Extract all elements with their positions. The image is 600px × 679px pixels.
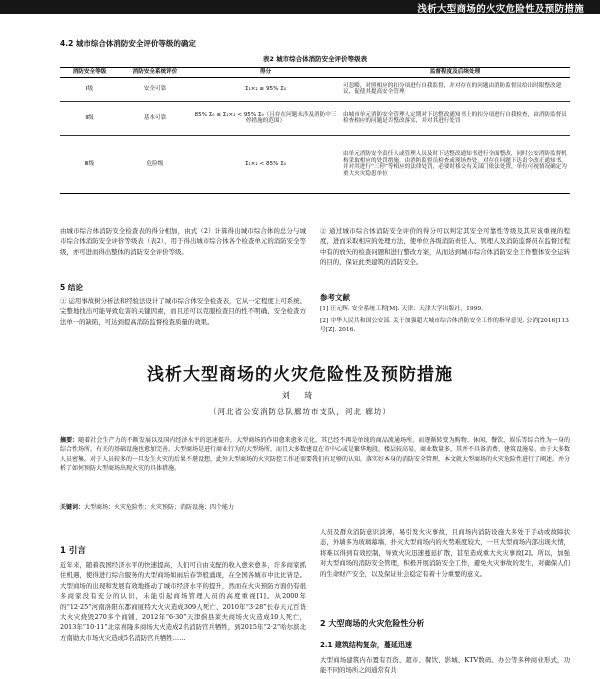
article-affiliation: （河北省公安消防总队廊坊市支队，河北 廊坊） <box>209 407 391 416</box>
table-col-level: 消防安全等级 <box>60 68 119 78</box>
paragraph-table-explanation: 由城市综合体消防安全检查表的得分相加，由式（2）计算得出城市综合体的总分与城市综合体消防安全评价等级表（表2），用于得出城市综合体各个检查单元的消防安全等级，亦可进而得出整体的消防安全评价等级。 <box>60 227 306 256</box>
table-col-supervision: 监督程度及后续处理 <box>340 68 570 78</box>
conclusion-point-2: ② 通过城市综合体消防安全评价的得分可以判定其安全可靠性等级及其应该重视的程度，进而采取相应的处理方法，使单位各级消防责任人、管理人及消防监督员在监督过程中有的放矢的检查问题和进行整改方案，从而达到城市综合体消防安全工作整体安全运转的目的，保证此类建筑的消防安全。 <box>320 227 570 267</box>
table-header-row <box>60 68 570 78</box>
abstract-text: 随着社会生产力的不断发展以及国内经济水平的迅速提升，大型商场的作用愈来愈多元化，其已经不再是单纯的商品流通场所，而逐渐转变为购物、休闲、餐饮、娱乐等综合性为一身的综合性场所，有关的基础设施也愈加完善。大型商场是进行商业行为的大型场所，而且大多数建设在市中心或是繁华地段，楼层较高易，商业数量多，其并不具备消费、建筑设施易、由于大多数人员密集，对于人员较多的一旦发生火灾的后果不堪设想，此外大型商场的火灾防控工作还需要我们有足够的认知，落实好本身的消防安全管理，本文就大型商场的火灾危险性进行了阐述，并分析了如何预防大型商场出现火灾的具体措施。 <box>60 437 571 473</box>
table-col-evaluation: 消防安全系统评价 <box>119 68 191 78</box>
conclusion-heading: 5 结论 <box>60 283 83 292</box>
cell-evaluation: 危险级 <box>119 135 191 193</box>
table-row <box>60 77 570 101</box>
article-title: 浅析大型商场的火灾危险性及预防措施 <box>147 365 453 385</box>
right-column-paragraph: 人员及群众消防意识淡薄，易引发火灾事故，且商场内消防设施大多处于手动或故障状态，外墙多为玻璃幕墙，扑灭大型商场内的火势难度较大，一旦大型商场内部出现火情，将难以得到有效控制，导致火灾迅速蔓延扩散，甚至造成重大火灾事故[2]。所以，加强对大型商场的消防安全管理，积极开展消防安全工作，避免火灾事故的发生，对确保人们的生命财产安全，以及保证社会稳定有着十分重要的意义。 <box>320 528 570 578</box>
running-header-title: 浅析大型商场的火灾危险性及预防措施 <box>417 4 584 15</box>
keywords-text: 大型商场；火灾危险性；火灾预防；消防设施；四个能力 <box>84 504 235 511</box>
cell-level: Ⅱ级 <box>60 101 119 135</box>
table-row <box>60 135 570 193</box>
section-2-heading: 2 大型商场的火灾危险性分析 <box>320 619 425 628</box>
safety-level-table <box>60 67 570 194</box>
cell-evaluation: 基本可靠 <box>119 101 191 135</box>
cell-level: Ⅰ级 <box>60 77 119 101</box>
cell-supervision: 可忽略，对照相应的扣分项进行自我监督，并对存在的问题由消防监督员给出时限整改建议，促使其提高安全管理 <box>340 77 570 101</box>
cell-score: 85% Σ₀ ≤ Σ₁×₂ < 95% Σ₀（且存在问题未涉及消防中三停措施的范围） <box>191 101 340 135</box>
intro-heading: 1 引言 <box>60 546 86 556</box>
keywords-label: 关键词： <box>60 504 85 511</box>
section-2-1-heading: 2.1 建筑结构复杂，蔓延迅速 <box>320 641 412 649</box>
abstract <box>60 436 570 474</box>
reference-item: [1] 汪元辉. 安全系统工程[M]. 天津：天津大学出版社，1999. <box>320 306 484 312</box>
intro-paragraph: 近年来，随着我国经济水平的快速提高，人们可自由支配的收入愈来愈多，许多商家抓住机遇，使得进行综合服务的大型商场如雨后春笋般涌现，在全国各城市中比比皆是。大型商场的出现和发展有效地推动了城市经济水平的提升，然而在火灾预防方面仍有很多商家没有充分的认识，未能引起商场管理人员的高度重视[1]。从2000年的“12·25”河南洛阳东都商厦特大火灾造成309人死亡、2010年“3·28”长春天元百货大火灾烧毁270多个商铺，2012年“6·30”天津蓟县莱夫商场火灾造成10人死亡，2013年“10·11”北京喜隆多商场大火造成2名消防官兵牺牲，到2015年“2·2”哈尔滨北方南勋大市场火灾造成5名消防官兵牺牲…… <box>60 561 306 642</box>
article-author: 刘 琦 <box>281 391 319 400</box>
table-col-score: 得分 <box>191 68 340 78</box>
cell-level: Ⅲ级 <box>60 135 119 193</box>
keywords <box>60 502 570 511</box>
abstract-label: 摘要： <box>60 437 79 444</box>
cell-evaluation: 安全可靠 <box>119 77 191 101</box>
cell-score: Σ₁×₂ < 85% Σ₀ <box>191 135 340 193</box>
reference-item: [2] 中华人民共和国公安部. 关于加强超大城市综合体消防安全工作的指导意见. 公消[2016]113号[Z]. 2016. <box>320 318 569 334</box>
table-row <box>60 101 570 135</box>
table-caption: 表2 城市综合体消防安全评价等级表 <box>262 55 368 63</box>
references-heading: 参考文献 <box>320 293 350 302</box>
section-2-1-paragraph: 大型商场建筑内布置有百货、超市、餐饮、影城、KTV数码、办公等多种商业形式，功能不同的场所之间通常有共 <box>320 656 570 675</box>
section-heading-4-2: 4.2 城市综合体消防安全评价等级的确定 <box>60 39 196 48</box>
cell-supervision: 由城市单元消防安全管理人定期对下达整改通知书上的扣分项进行自我检查，由消防监督员检查相应的问题是否整改落实，并对其进行处罚 <box>340 101 570 135</box>
cell-supervision: 由单元消防安全责任人或管理人员及时下达整改通知书进行全面整改，同时公安消防监督机构采取相应的处罚措施。由消防监督员检查或现场查处，对存在问题下达责令改正通知书，并对其进行“三停”等相应的法律处罚，必要时移交有关部门依法处置，单位可视情况确定为重大火灾隐患单位 <box>340 135 570 193</box>
conclusion-point-1: ① 运用事故树分析法和经验法设计了城市综合体安全检查表，它从一定程度上可系统、完整地找出可能导致危害的关键因素，而且还可以克服检查目的性不明确、安全检查方法单一的缺陷，可达到提高消防监督检查质量的效果。 <box>60 297 306 326</box>
cell-score: Σ₁×₂ ≥ 95% Σ₀ <box>191 77 340 101</box>
